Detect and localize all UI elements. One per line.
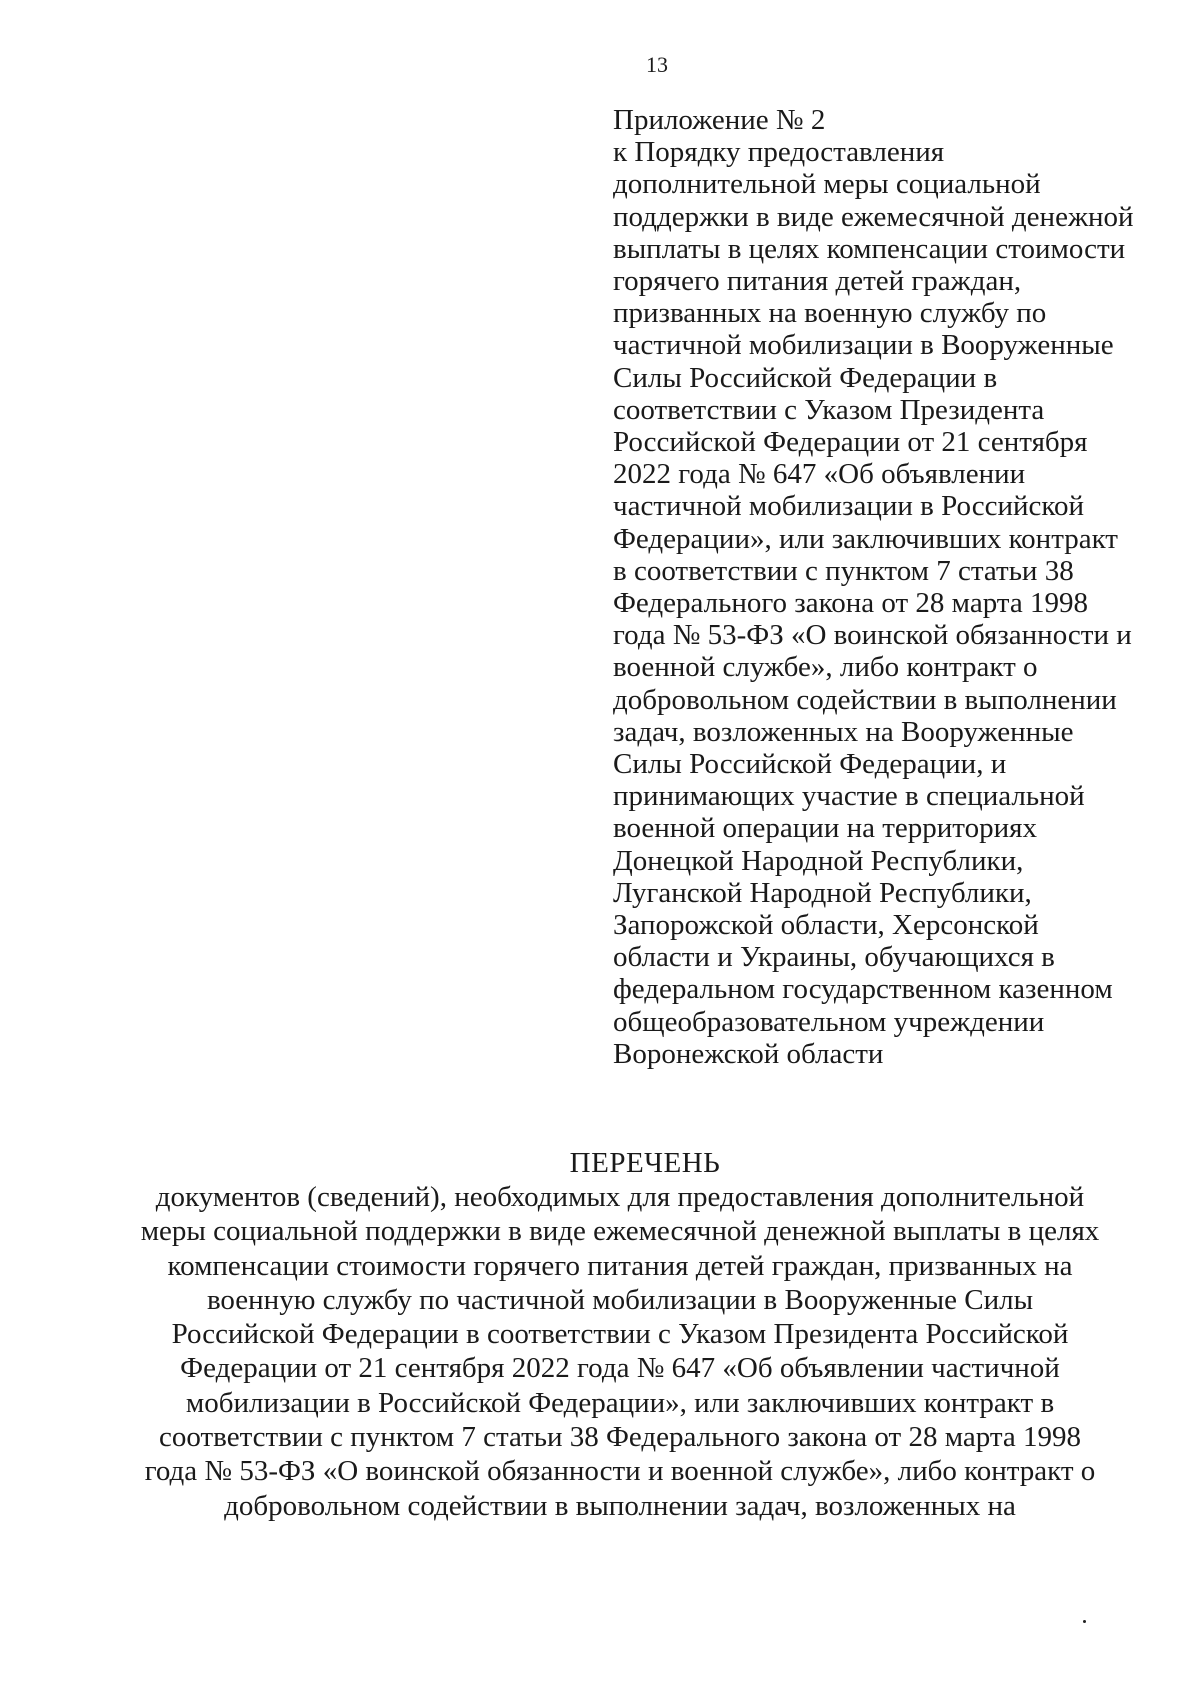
subtitle-line: Федерации от 21 сентября 2022 года № 647 «Об объявлении частичной	[180, 1352, 1060, 1385]
appendix-line: поддержки в виде ежемесячной денежной	[613, 200, 1134, 233]
appendix-line: 2022 года № 647 «Об объявлении	[613, 458, 1026, 491]
appendix-line: горячего питания детей граждан,	[613, 265, 1022, 298]
appendix-line: Запорожской области, Херсонской	[613, 909, 1039, 942]
appendix-line: соответствии с Указом Президента	[613, 393, 1045, 426]
subtitle-line: года № 53-ФЗ «О воинской обязанности и военной службе», либо контракт о	[144, 1455, 1096, 1488]
subtitle-line: документов (сведений), необходимых для предоставления дополнительной	[155, 1181, 1085, 1213]
appendix-line: общеобразовательном учреждении	[613, 1005, 1045, 1038]
appendix-line: частичной мобилизации в Российской	[613, 490, 1085, 523]
appendix-line: в соответствии с пунктом 7 статьи 38	[613, 554, 1074, 587]
appendix-line: военной службе», либо контракт о	[613, 651, 1038, 684]
subtitle-line: мобилизации в Российской Федерации», или заключивших контракт в	[185, 1386, 1055, 1419]
page-number: 13	[646, 52, 668, 77]
appendix-line: Воронежской области	[613, 1037, 884, 1070]
appendix-line: частичной мобилизации в Вооруженные	[613, 329, 1114, 362]
document-list-subtitle	[0, 1180, 1200, 1523]
appendix-line: Донецкой Народной Республики,	[613, 844, 1024, 877]
subtitle-line: меры социальной поддержки в виде ежемесячной денежной выплаты в целях	[140, 1215, 1100, 1248]
scan-artifact-dot	[1083, 1620, 1086, 1623]
appendix-line: Федерального закона от 28 марта 1998	[613, 587, 1088, 620]
appendix-heading	[613, 104, 1173, 1070]
appendix-line: задач, возложенных на Вооруженные	[613, 715, 1074, 748]
appendix-line: добровольном содействии в выполнении	[613, 683, 1117, 716]
appendix-line: выплаты в целях компенсации стоимости	[613, 232, 1126, 265]
appendix-line: Силы Российской Федерации в	[613, 361, 998, 394]
subtitle-line: компенсации стоимости горячего питания детей граждан, призванных на	[167, 1249, 1073, 1282]
subtitle-line: Российской Федерации в соответствии с Указом Президента Российской	[171, 1318, 1069, 1351]
appendix-line: Приложение № 2	[613, 104, 826, 136]
appendix-line: года № 53-ФЗ «О воинской обязанности и	[613, 619, 1132, 652]
appendix-line: Луганской Народной Республики,	[613, 876, 1032, 909]
appendix-line: Силы Российской Федерации, и	[613, 748, 1007, 781]
appendix-line: области и Украины, обучающихся в	[613, 941, 1055, 974]
subtitle-line: добровольном содействии в выполнении задач, возложенных на	[224, 1489, 1016, 1522]
appendix-line: Федерации», или заключивших контракт	[613, 522, 1118, 555]
subtitle-line: соответствии с пунктом 7 статьи 38 Федерального закона от 28 марта 1998	[159, 1421, 1081, 1454]
appendix-line: к Порядку предоставления	[613, 136, 945, 169]
appendix-line: принимающих участие в специальной	[613, 780, 1085, 813]
document-list-title: ПЕРЕЧЕНЬ	[569, 1147, 721, 1179]
appendix-line: Российской Федерации от 21 сентября	[613, 426, 1088, 459]
appendix-line: военной операции на территориях	[613, 812, 1037, 845]
subtitle-line: военную службу по частичной мобилизации в Вооруженные Силы	[206, 1283, 1034, 1316]
appendix-line: дополнительной меры социальной	[613, 168, 1041, 201]
appendix-line: федеральном государственном казенном	[613, 973, 1113, 1006]
appendix-line: призванных на военную службу по	[613, 297, 1047, 330]
